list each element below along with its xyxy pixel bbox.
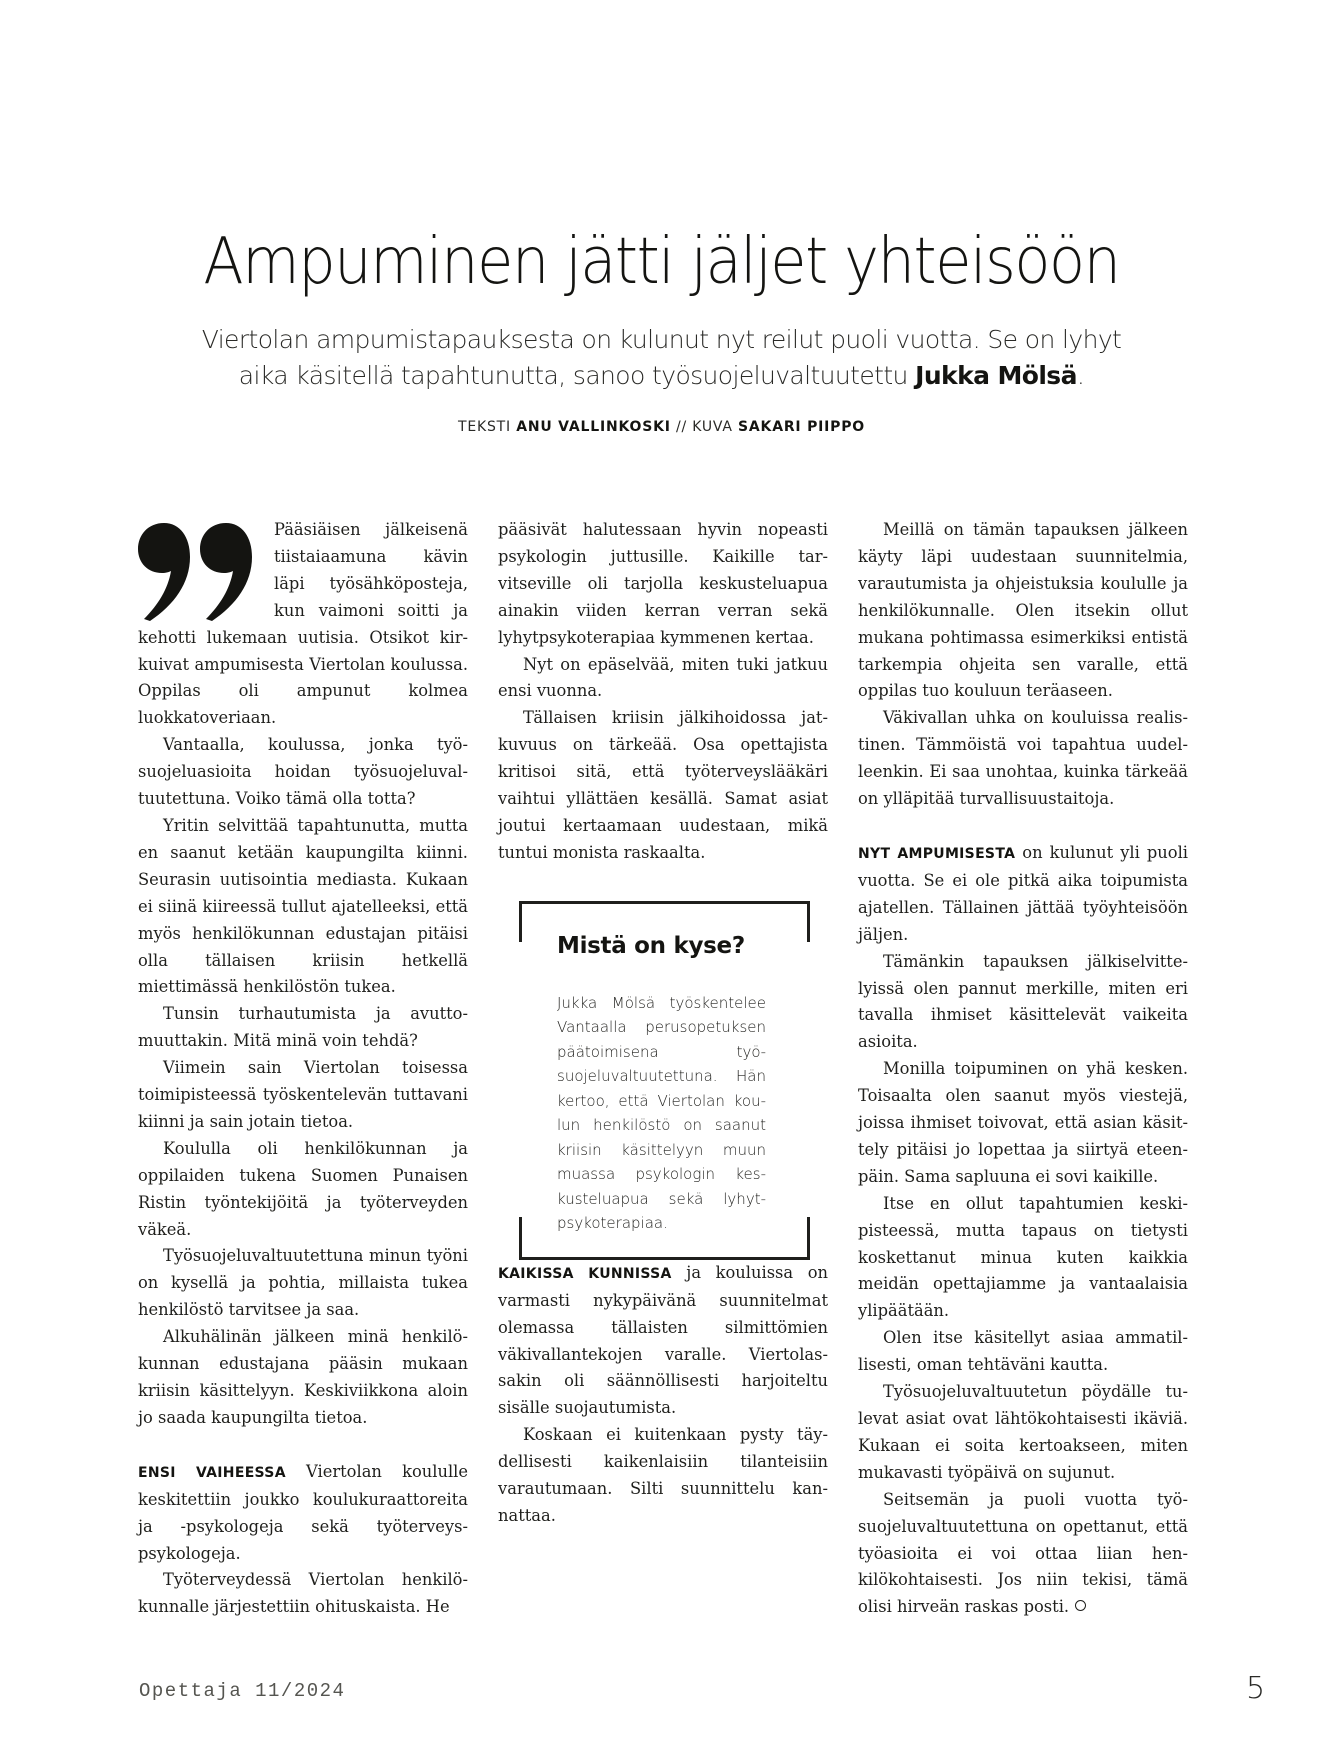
paragraph: Viimein sain Viertolan toisessa toimipisteessä työskentelevän tuttavani kiinni ja sain jotain tietoa. [138, 1058, 468, 1131]
paragraph: Tämänkin tapauksen jälkiselvittelyissä olen pannut merkille, miten eri tavalla ihmiset käsittelevät vaikeita asioita. [858, 951, 1188, 1052]
section-text: ja kouluissa on varmasti nykypäivänä suunnitelmat olemassa tällaisten silmittömien väkivallantekojen varalle. Viertolassakin oli säännöllisesti harjoiteltu sisälle suojautumista. [498, 1262, 828, 1418]
paragraph: Työsuojeluvaltuutettuna minun työni on kysellä ja pohtia, millaista tukea henkilöstö tarvitsee ja saa. [138, 1246, 468, 1320]
byline-photographer: SAKARI PIIPPO [738, 419, 865, 435]
paragraph: Työsuojeluvaltuutetun pöydälle tulevat asiat ovat lähtökohtaisesti ikäviä. Kukaan ei soita kertoakseen, miten mukavasti työpäivä on sujunut. [858, 1382, 1188, 1482]
paragraph: Tällaisen kriisin jälkihoidossa jatkuvuus on tärkeää. Osa opettajista kritisoi sitä, että työterveyslääkäri vaihtui yllättäen kesällä. Samat asiat joutui kertaamaan uudestaan, mikä tuntui monista raskaalta. [498, 708, 828, 862]
paragraph: Koskaan ei kuitenkaan pysty täydellisesti kaikenlaisiin tilanteisiin varautumaan. Silti suunnittelu kannattaa. [498, 1425, 828, 1525]
paragraph: Työterveydessä Viertolan henkilökunnalle järjestettiin ohituskaista. He [138, 1570, 468, 1617]
section-paragraph [498, 1260, 828, 1422]
end-circle-icon [1075, 1600, 1086, 1611]
lead-text: Viertolan ampumistapauksesta on kulunut nyt reilut puoli vuotta. Se on lyhyt aika käsitellä tapahtunutta, sanoo työsuojeluvaltuutettu [201, 325, 1122, 390]
paragraph: pääsivät halutessaan hyvin nopeasti psykologin juttusille. Kaikille tarvitseville oli tarjolla keskusteluapua ainakin viiden kerran verran sekä lyhytpsykoterapiaa kymmenen kertaa. [498, 520, 828, 647]
paragraph: Tunsin turhautumista ja avuttomuuttakin. Mitä minä voin tehdä? [138, 1004, 468, 1051]
paragraph: Koululla oli henkilökunnan ja oppilaiden tukena Suomen Punaisen Ristin työntekijöitä ja työterveyden väkeä. [138, 1138, 468, 1239]
byline-text-label: TEKSTI [457, 419, 517, 435]
page-number: 5 [1246, 1671, 1266, 1706]
paragraph [858, 1487, 1188, 1622]
paragraph: Alkuhälinän jälkeen minä henkilökunnan edustajana pääsin mukaan kriisin käsittelyyn. Keskiviikkona aloin jo saada kaupungilta tietoa. [138, 1327, 468, 1427]
fact-box-title: Mistä on kyse? [557, 932, 745, 959]
paragraph: Olen itse käsitellyt asiaa ammatillisesti, oman tehtäväni kautta. [858, 1328, 1188, 1375]
paragraph: Itse en ollut tapahtumien keskipisteessä, mutta tapaus on tietysti koskettanut minua kuten kaikkia meidän opettajiamme ja vantaalaisia ylipäätään. [858, 1193, 1188, 1321]
final-paragraph-text: Seitsemän ja puoli vuotta työsuojeluvaltuutettuna on opettanut, että työasioita ei voi ottaa liian henkilökohtaisesti. Jos niin tekisi, tämä olisi hirveän raskas posti. [858, 1489, 1188, 1617]
article-lead [180, 322, 1143, 394]
article-headline: Ampuminen jätti jäljet yhteisöön [203, 225, 1120, 299]
closing-double-quote-icon [136, 519, 264, 623]
fact-box-bottom-bracket [519, 1217, 810, 1260]
paragraph: Meillä on tämän tapauksen jälkeen käyty läpi uudestaan suunnitelmia, varautumista ja ohjeistuksia koululle ja henkilökunnalle. Olen itsekin ollut mukana pohtimassa esimerkiksi entistä tarkempia ohjeita sen varalle, että oppilas tuo kouluun teräaseen. [858, 520, 1188, 701]
magazine-issue: Opettaja 11/2024 [139, 1680, 346, 1702]
section-paragraph [858, 840, 1188, 949]
paragraph: Väkivallan uhka on kouluissa realistinen. Tämmöistä voi tapahtua uudelleenkin. Ei saa unohtaa, kuinka tärkeää on ylläpitää turvallisuustaitoja. [858, 708, 1188, 809]
byline [0, 419, 1323, 435]
section-paragraph [138, 1459, 468, 1568]
fact-box-text: Jukka Mölsä työskentelee Vantaalla perusopetuksen päätoimisena työsuojeluvaltuutettuna. Hän kertoo, että Viertolan koulun henkilöstö on saanut kriisin käsittelyyn muun muassa psykologin keskusteluapua sekä lyhytpsykoterapiaa. [557, 993, 766, 1233]
lead-interviewee-name: Jukka Mölsä [915, 361, 1077, 390]
paragraph: Nyt on epäselvää, miten tuki jatkuu ensi vuonna. [498, 654, 828, 701]
byline-author: ANU VALLINKOSKI [516, 419, 671, 435]
article-column-3 [858, 517, 1188, 1621]
paragraph: Vantaalla, koulussa, jonka työsuojeluasioita hoidan työsuojeluvaltuutettuna. Voiko tämä olla totta? [138, 735, 468, 809]
byline-separator: // KUVA [670, 419, 739, 435]
section-text: Viertolan koululle keskitettiin joukko koulukuraattoreita ja -psykologeja sekä työterveyspsykologeja. [138, 1461, 468, 1563]
fact-box [519, 901, 810, 1260]
paragraph: Monilla toipuminen on yhä kesken. Toisaalta olen saanut myös viestejä, joissa ihmiset toivovat, että asian käsittely pitäisi jo lopettaa ja siirtyä eteenpäin. Sama sapluuna ei sovi kaikille. [858, 1059, 1188, 1186]
run-in-heading: ENSI VAIHEESSA [138, 1464, 286, 1481]
run-in-heading: NYT AMPUMISESTA [858, 845, 1016, 862]
paragraph: Yritin selvittää tapahtunutta, mutta en saanut ketään kaupungilta kiinni. Seurasin uutisointia mediasta. Kukaan ei siinä kiireessä tullut ajatelleeksi, että myös henkilökunnan edustajan pitäisi olla tällaisen kriisin hetkellä miettimässä henkilöstön tukea. [138, 815, 468, 997]
lead-end: . [1076, 361, 1085, 390]
article-column-2 [498, 517, 828, 1530]
run-in-heading: KAIKISSA KUNNISSA [498, 1265, 672, 1282]
paragraph: Pääsiäisen jälkeisenä tiistaiaamuna kävin läpi työsähköposteja, kun vaimoni soitti ja kehotti lukemaan uutisia. Otsikot kirkuivat ampumisesta Viertolan koulussa. Oppilas oli ampunut kolmea luokkatoveriaan. [138, 520, 468, 728]
fact-box-top-bracket [519, 901, 810, 942]
article-column-1 [138, 517, 468, 1621]
section-text: on kulunut yli puoli vuotta. Se ei ole pitkä aika toipumista ajatellen. Tällainen jättää työyhteisöön jäljen. [858, 842, 1188, 944]
